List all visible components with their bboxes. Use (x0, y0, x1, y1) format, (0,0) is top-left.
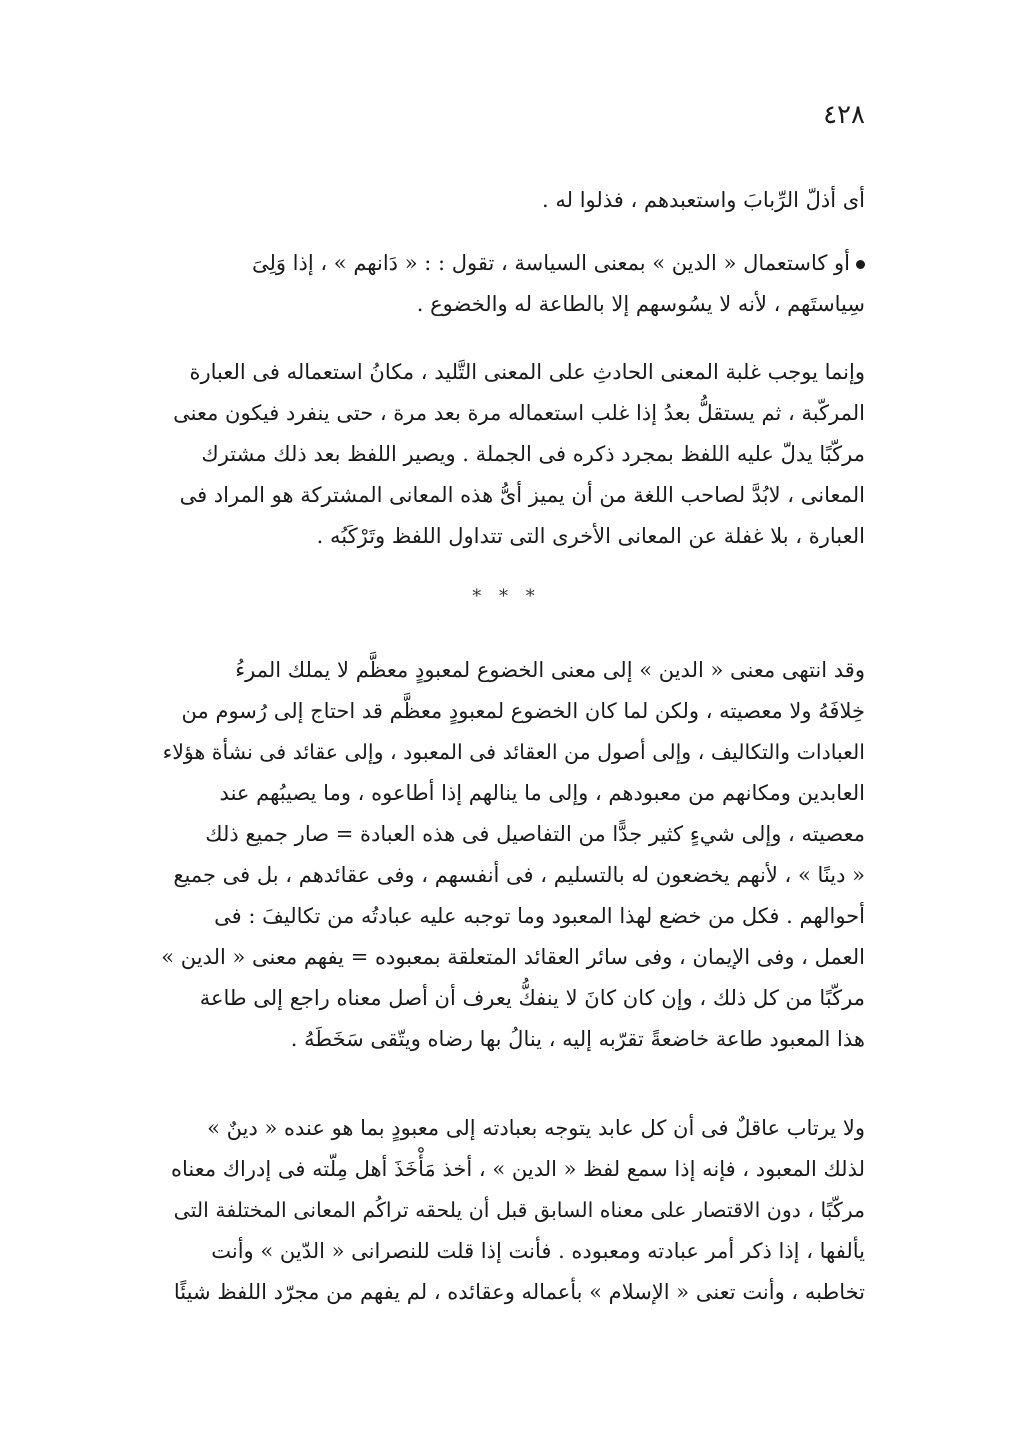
section-separator: * * * (472, 586, 541, 607)
text-line: العمل ، وفى الإيمان ، وفى سائر العقائد المتعلقة بمعبوده = يفهم معنى « الدين » (161, 945, 865, 969)
text-line: المركّبة ، ثم يستقلُّ بعدُ إذا غلب استعماله مرة بعد مرة ، حتى ينفرد فيكون معنى (173, 401, 865, 425)
text-line: العابدين ومكانهم من معبودهم ، وإلى ما ينالهم إذا أطاعوه ، وما يصيبُهم عند (219, 781, 865, 805)
text-line: العبادات والتكاليف ، وإلى أصول من العقائد فى المعبود ، وإلى عقائد فى نشأة هؤلاء (162, 740, 865, 764)
text-line: وإنما يوجب غلبة المعنى الحادثِ على المعنى التَّليد ، مكانُ استعماله فى العبارة (189, 360, 865, 384)
paragraph-1 (160, 180, 865, 221)
text-line-content: أو كاستعمال « الدين » بمعنى السياسة ، تقول : : « دَانهم » ، إذا وَلِىَ (251, 251, 850, 275)
paragraph-5 (160, 1108, 865, 1313)
text-line: وقد انتهى معنى « الدين » إلى معنى الخضوع لمعبودٍ معظَّم لا يملك المرءُ (235, 658, 865, 682)
text-line: هذا المعبود طاعة خاضعةً تقرّبه إليه ، ينالُ بها رضاه ويتّقى سَخَطَهُ . (290, 1027, 865, 1051)
text-line: « دينًا » ، لأنهم يخضعون له بالتسليم ، فى أنفسهم ، وفى عقائدهم ، بل فى جميع (173, 863, 865, 887)
text-line: لذلك المعبود ، فإنه إذا سمع لفظ « الدين » ، أخذ مَأْخَذَ أهل مِلّته فى إدراك معناه (170, 1157, 865, 1181)
text-line: مركّبًا من كل ذلك ، وإن كان كانَ لا ينفكُّ يعرف أن أصل معناه راجع إلى طاعة (199, 986, 865, 1010)
text-line: مركّبًا ، دون الاقتصار على معناه السابق قبل أن يلحقه تراكُم المعانى المختلفة التى (173, 1198, 865, 1222)
paragraph-3 (160, 352, 865, 557)
page-number: ٤٢٨ (823, 100, 865, 130)
text-line: معصيته ، وإلى شيءٍ كثير جدًّا من التفاصيل فى هذه العبادة = صار جميع ذلك (205, 822, 865, 846)
text-line: أى أذلّ الرِّبابَ واستعبدهم ، فذلوا له . (542, 188, 865, 212)
text-line: أحوالهم . فكل من خضع لهذا المعبود وما توجبه عليه عبادتُه من تكاليفَ : فى (214, 904, 865, 928)
text-line-with-bullet (160, 243, 865, 284)
text-line: سِياستَهم ، لأنه لا يسُوسهم إلا بالطاعة له والخضوع . (416, 292, 865, 316)
text-line: مركّبًا يدلّ عليه اللفظ بمجرد ذكره فى الجملة . ويصير اللفظ بعد ذلك مشترك (201, 442, 865, 466)
paragraph-4 (160, 650, 865, 1060)
text-line: المعانى ، لابُدَّ لصاحب اللغة من أن يميز أىُّ هذه المعانى المشتركة هو المراد فى (179, 483, 865, 507)
paragraph-2 (160, 243, 865, 325)
text-line: العبارة ، بلا غفلة عن المعانى الأخرى التى تتداول اللفظ وتَرْكَبُه . (316, 524, 865, 548)
text-line: يألفها ، إذا ذكر أمر عبادته ومعبوده . فأنت إذا قلت للنصرانى « الدّين » وأنت (211, 1239, 865, 1263)
text-line: خِلافَهُ ولا معصيته ، ولكن لما كان الخضوع لمعبودٍ معظَّم قد احتاج إلى رُسوم من (181, 699, 865, 723)
text-line: ولا يرتاب عاقلٌ فى أن كل عابد يتوجه بعبادته إلى معبودٍ بما هو عنده « دينٌ » (207, 1116, 865, 1140)
bullet-icon (856, 260, 865, 269)
text-line: تخاطبه ، وأنت تعنى « الإسلام » بأعماله وعقائده ، لم يفهم من مجرّد اللفظ شيئًا (173, 1280, 865, 1304)
